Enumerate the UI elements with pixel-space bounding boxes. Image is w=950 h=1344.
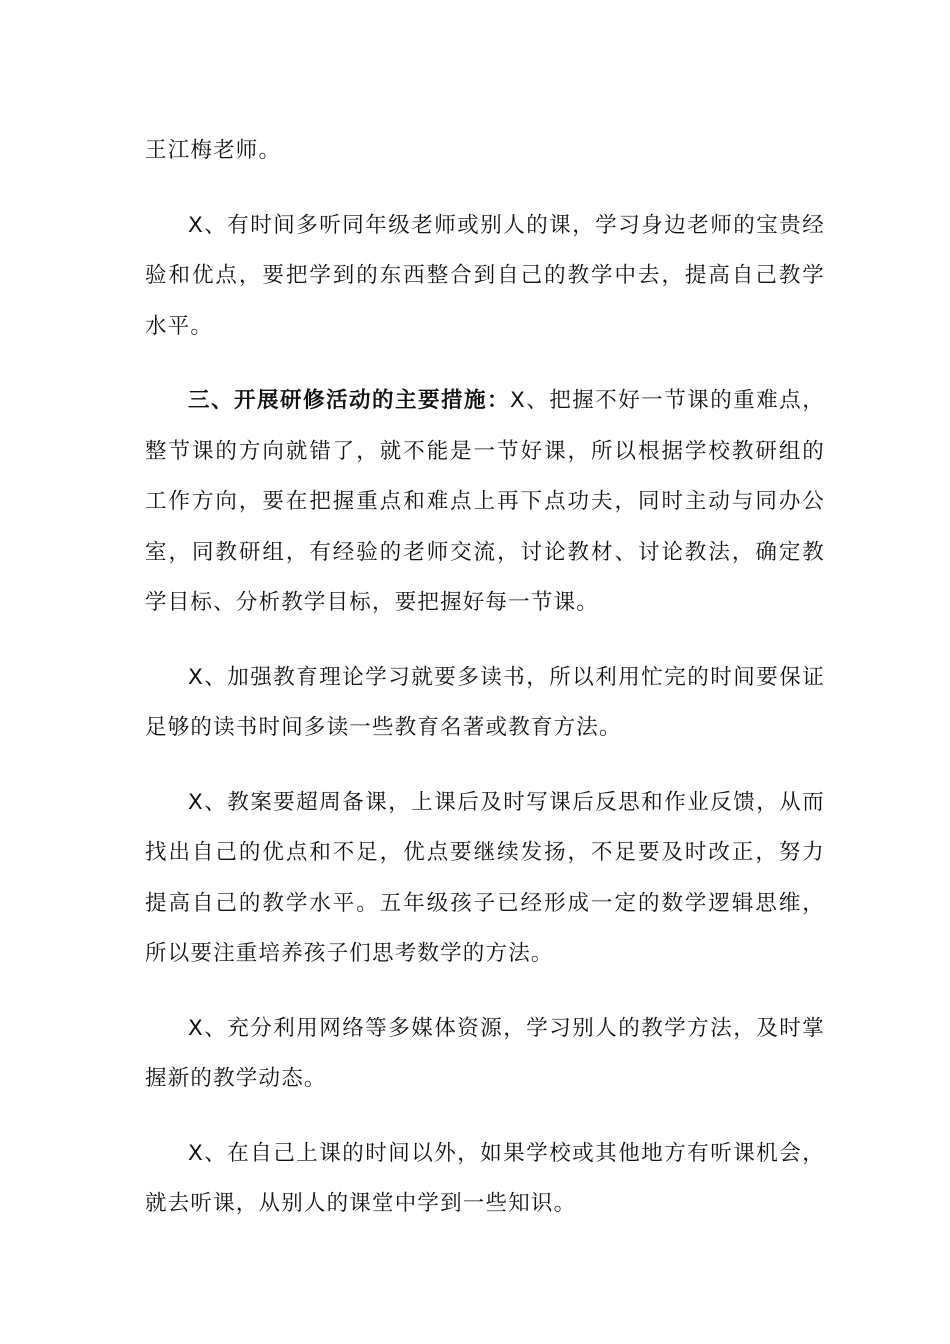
paragraph-5: [145, 1004, 825, 1105]
paragraph-0: [145, 126, 825, 177]
paragraph-6-text: X、在自己上课的时间以外，如果学校或其他地方有听课机会，就去听课，从别人的课堂中学到一些知识。: [145, 1140, 825, 1216]
paragraph-1: [145, 201, 825, 353]
paragraph-2-text: X、把握不好一节课的重难点，整节课的方向就错了，就不能是一节好课，所以根据学校教研组的工作方向，要在把握重点和难点上再下点功夫，同时主动与同办公室，同教研组，有经验的老师交流，讨论教材、讨论教法，确定教学目标、分析教学目标，要把握好每一节课。: [145, 388, 825, 615]
paragraph-6: [145, 1129, 825, 1230]
paragraph-3-text: X、加强教育理论学习就要多读书，所以利用忙完的时间要保证足够的读书时间多读一些教育名著或教育方法。: [145, 664, 825, 740]
document-body: [145, 126, 825, 1230]
paragraph-4-text: X、教案要超周备课，上课后及时写课后反思和作业反馈，从而找出自己的优点和不足，优点要继续发扬，不足要及时改正，努力提高自己的教学水平。五年级孩子已经形成一定的数学逻辑思维，所以要注重培养孩子们思考数学的方法。: [145, 789, 825, 966]
paragraph-4: [145, 778, 825, 980]
paragraph-5-text: X、充分利用网络等多媒体资源，学习别人的教学方法，及时掌握新的教学动态。: [145, 1015, 825, 1091]
section-heading: 三、开展研修活动的主要措施：: [188, 388, 511, 413]
paragraph-2: [145, 376, 825, 629]
paragraph-1-text: X、有时间多听同年级老师或别人的课，学习身边老师的宝贵经验和优点，要把学到的东西整合到自己的教学中去，提高自己教学水平。: [145, 212, 825, 339]
paragraph-0-text: 王江梅老师。: [145, 138, 282, 163]
paragraph-3: [145, 653, 825, 754]
